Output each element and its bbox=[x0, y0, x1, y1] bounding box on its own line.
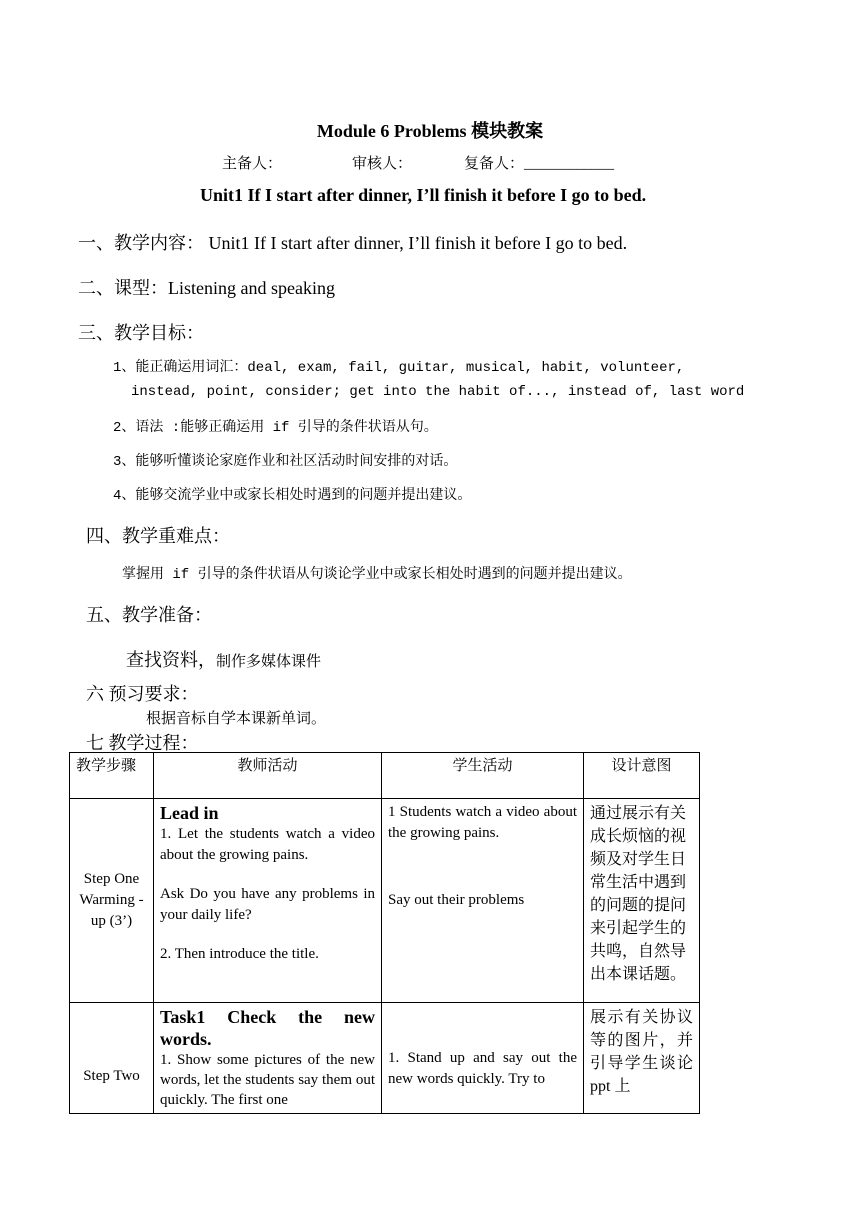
row1-teacher-p1: 1. Let the students watch a video about the growing pains. bbox=[160, 826, 375, 863]
chief-preparer-label: 主备人： bbox=[222, 156, 283, 172]
objective-1-line-b: instead, point, consider; get into the habit of..., instead of, last word bbox=[131, 384, 745, 400]
procedure-table bbox=[69, 752, 700, 1114]
row1-teacher bbox=[154, 799, 382, 1003]
section-preview: 六 预习要求： bbox=[86, 684, 199, 704]
table-header-row bbox=[70, 753, 700, 799]
preview-text: 根据音标自学本课新单词。 bbox=[146, 711, 327, 727]
section-key-points: 四、教学重难点： bbox=[86, 526, 230, 546]
section-objectives: 三、教学目标： bbox=[78, 323, 204, 343]
section-lesson-type: 二、课型：Listening and speaking bbox=[78, 278, 335, 298]
section-content: 一、教学内容： Unit1 If I start after dinner, I’ll finish it before I go to bed. bbox=[78, 233, 628, 253]
row1-intent: 通过展示有关成长烦恼的视频及对学生日常生活中遇到的问题的提问来引起学生的共鸣，自然导出本课话题。 bbox=[584, 799, 700, 1003]
row2-step: Step Two bbox=[70, 1003, 154, 1114]
row1-teacher-p3: 2. Then introduce the title. bbox=[160, 946, 319, 962]
row1-step: Step One Warming -up (3’) bbox=[70, 799, 154, 1003]
byline bbox=[222, 152, 615, 173]
row1-student-p1: 1 Students watch a video about the growing pains. bbox=[388, 804, 577, 841]
row2-student-p1: 1. Stand up and say out the new words quickly. Try to bbox=[388, 1050, 577, 1087]
header-intent: 设计意图 bbox=[584, 753, 700, 799]
row2-teacher bbox=[154, 1003, 382, 1114]
row1-teacher-title: Lead in bbox=[160, 803, 219, 823]
row2-teacher-title: Task1 Check the new words. bbox=[160, 1007, 375, 1049]
row2-student bbox=[382, 1003, 584, 1114]
preparation-text-a: 查找资料， bbox=[126, 650, 216, 670]
section-preparation: 五、教学准备： bbox=[86, 605, 212, 625]
page-title: Module 6 Problems 模块教案 bbox=[316, 121, 544, 141]
row1-student bbox=[382, 799, 584, 1003]
row1-student-p2: Say out their problems bbox=[388, 892, 525, 908]
objective-3: 3、能够听懂谈论家庭作业和社区活动时间安排的对话。 bbox=[113, 454, 458, 470]
table-row bbox=[70, 1003, 700, 1114]
row2-intent: 展示有关协议等的图片，并引导学生谈论 ppt 上 bbox=[584, 1003, 700, 1114]
section-procedure: 七 教学过程： bbox=[86, 733, 199, 753]
row1-teacher-p2: Ask Do you have any problems in your daily life? bbox=[160, 886, 375, 923]
preparation-text-b: 制作多媒体课件 bbox=[216, 654, 322, 670]
row2-teacher-p1: 1. Show some pictures of the new words, let the students say them out quickly. The first one bbox=[160, 1052, 375, 1108]
preparation-text bbox=[126, 646, 321, 672]
objective-4: 4、能够交流学业中或家长相处时遇到的问题并提出建议。 bbox=[113, 488, 472, 504]
header-student: 学生活动 bbox=[382, 753, 584, 799]
objective-1-line-a: 1、能正确运用词汇：deal, exam, fail, guitar, musical, habit, volunteer, bbox=[113, 360, 685, 376]
key-points-text: 掌握用 if 引导的条件状语从句谈论学业中或家长相处时遇到的问题并提出建议。 bbox=[122, 567, 632, 583]
unit-title: Unit1 If I start after dinner, I’ll finish it before I go to bed. bbox=[200, 185, 647, 205]
objective-2: 2、语法 :能够正确运用 if 引导的条件状语从句。 bbox=[113, 420, 438, 436]
table-row bbox=[70, 799, 700, 1003]
header-teacher: 教师活动 bbox=[154, 753, 382, 799]
header-step: 教学步骤 bbox=[70, 753, 154, 799]
reviewer-label: 审核人： bbox=[352, 156, 413, 172]
re-preparer-label: 复备人：____________ bbox=[464, 156, 615, 172]
